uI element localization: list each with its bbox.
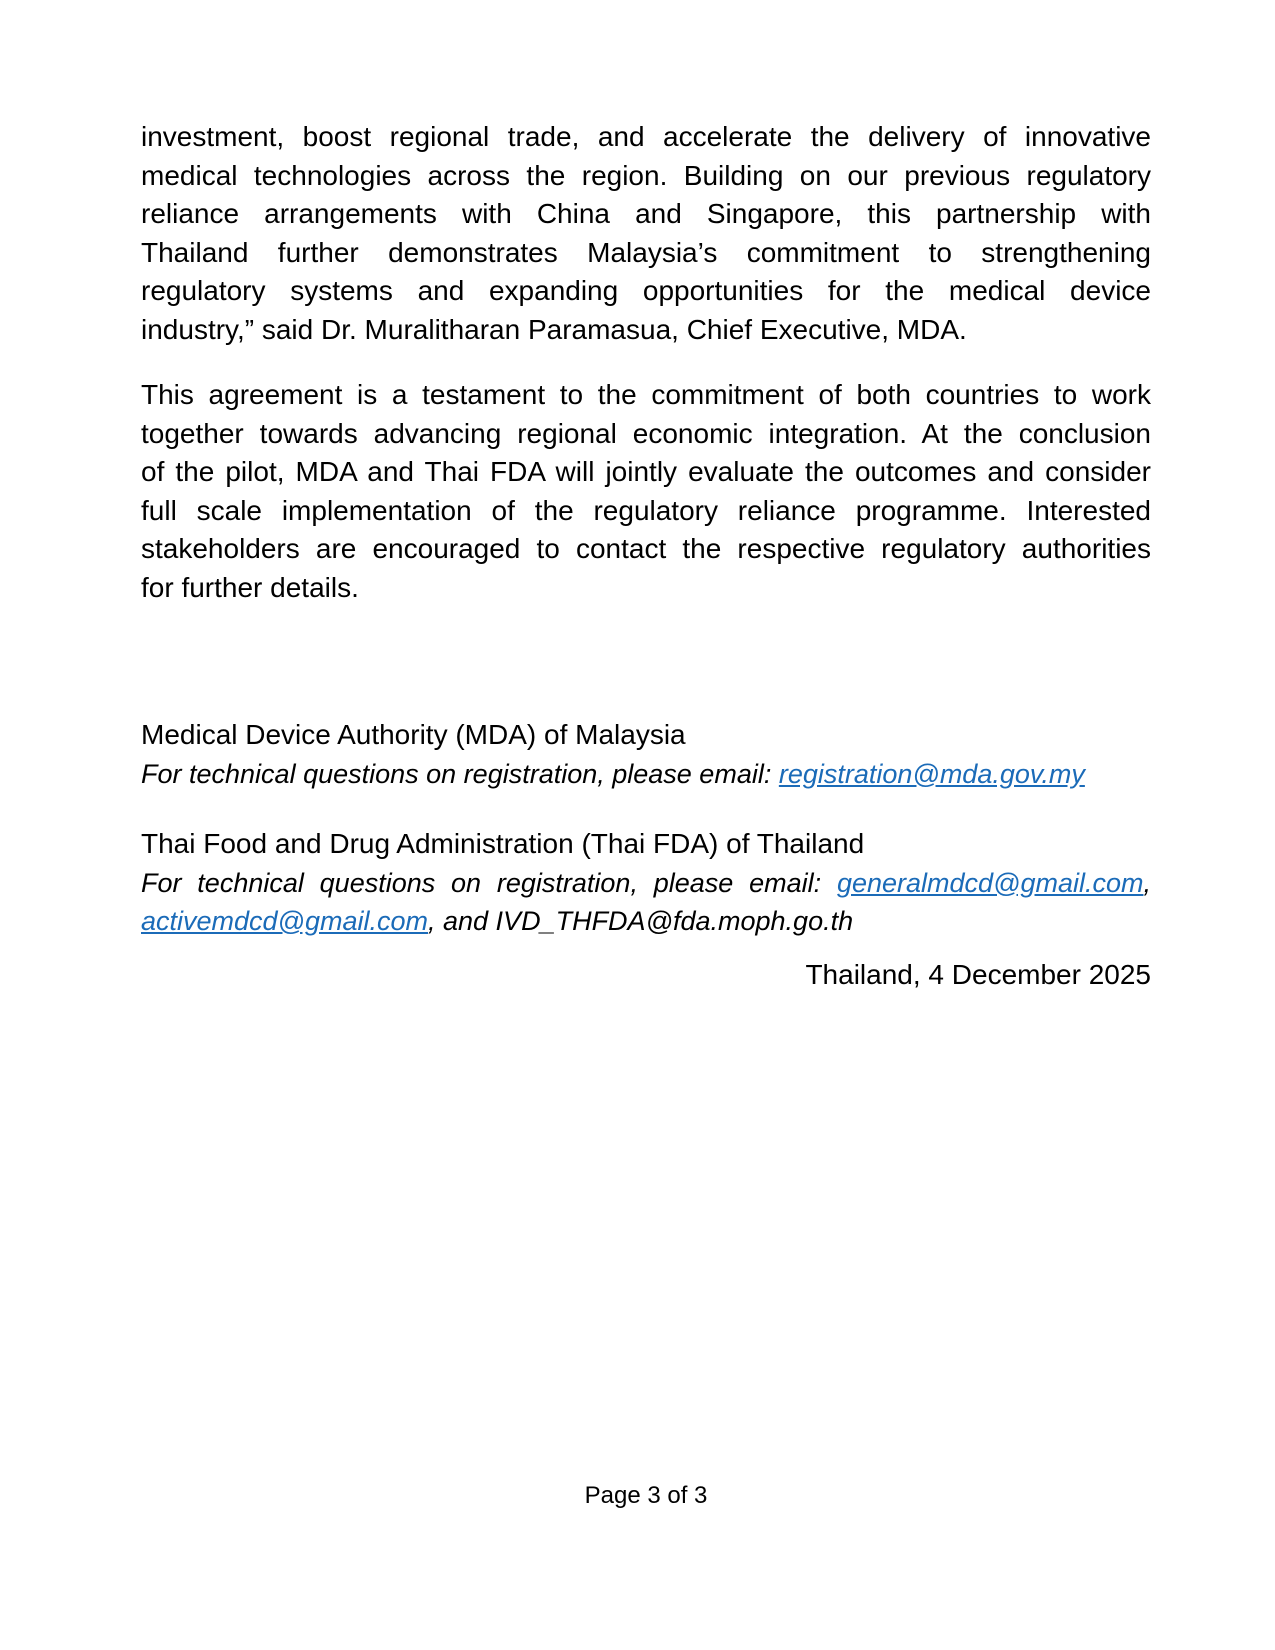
thai-fda-note-text: For technical questions on registration, please email: [141,867,837,898]
paragraph-line: Thailand further demonstrates Malaysia’s commitment to strengthening [141,236,1151,268]
thai-fda-note-suffix: , and IVD_THFDA@fda.moph.go.th [428,906,854,936]
paragraph-line: of the pilot, MDA and Thai FDA will jointly evaluate the outcomes and consider [141,456,1151,487]
paragraph-line: reliance arrangements with China and Singapore, this partnership with [141,198,1151,229]
thai-fda-generalmdcd-email-link[interactable]: generalmdcd@gmail.com [836,867,1144,898]
paragraph-line: investment, boost regional trade, and accelerate the delivery of innovative [141,121,1151,152]
mda-registration-email-link[interactable]: registration@mda.gov.my [778,758,1085,789]
place-and-date-line: Thailand, 4 December 2025 [805,958,1151,990]
paragraph-line: medical technologies across the region. Building on our previous regulatory [141,159,1151,191]
thai-fda-contact-note-line-2 [141,902,1151,941]
thai-fda-heading: Thai Food and Drug Administration (Thai FDA) of Thailand [141,828,865,859]
mda-heading: Medical Device Authority (MDA) of Malaysia [141,719,686,750]
page-number-footer: Page 3 of 3 [584,1482,708,1509]
mda-contact-section [141,716,1151,793]
paragraph-line: This agreement is a testament to the commitment of both countries to work [141,379,1151,410]
paragraph-line: full scale implementation of the regulatory reliance programme. Interested [141,494,1151,526]
mda-contact-note [141,755,1151,794]
thai-fda-contact-note-line-1 [141,864,1151,903]
paragraph-line: stakeholders are encouraged to contact the respective regulatory authorities [141,533,1151,564]
paragraph-line: for further details. [141,571,359,603]
document-body [141,118,1151,994]
paragraph-line: regulatory systems and expanding opportunities for the medical device [141,275,1151,306]
thai-fda-activemdcd-email-link[interactable]: activemdcd@gmail.com [141,906,428,936]
thai-fda-contact-section [141,825,1151,941]
paragraph-quote-continuation [141,118,1151,349]
mda-note-text: For technical questions on registration, please email: [141,758,779,789]
paragraph-agreement-testament [141,376,1151,607]
thai-fda-note-separator: , [1143,867,1151,898]
paragraph-line: together towards advancing regional economic integration. At the conclusion [141,417,1151,449]
paragraph-line: industry,” said Dr. Muralitharan Paramasua, Chief Executive, MDA. [141,313,967,345]
